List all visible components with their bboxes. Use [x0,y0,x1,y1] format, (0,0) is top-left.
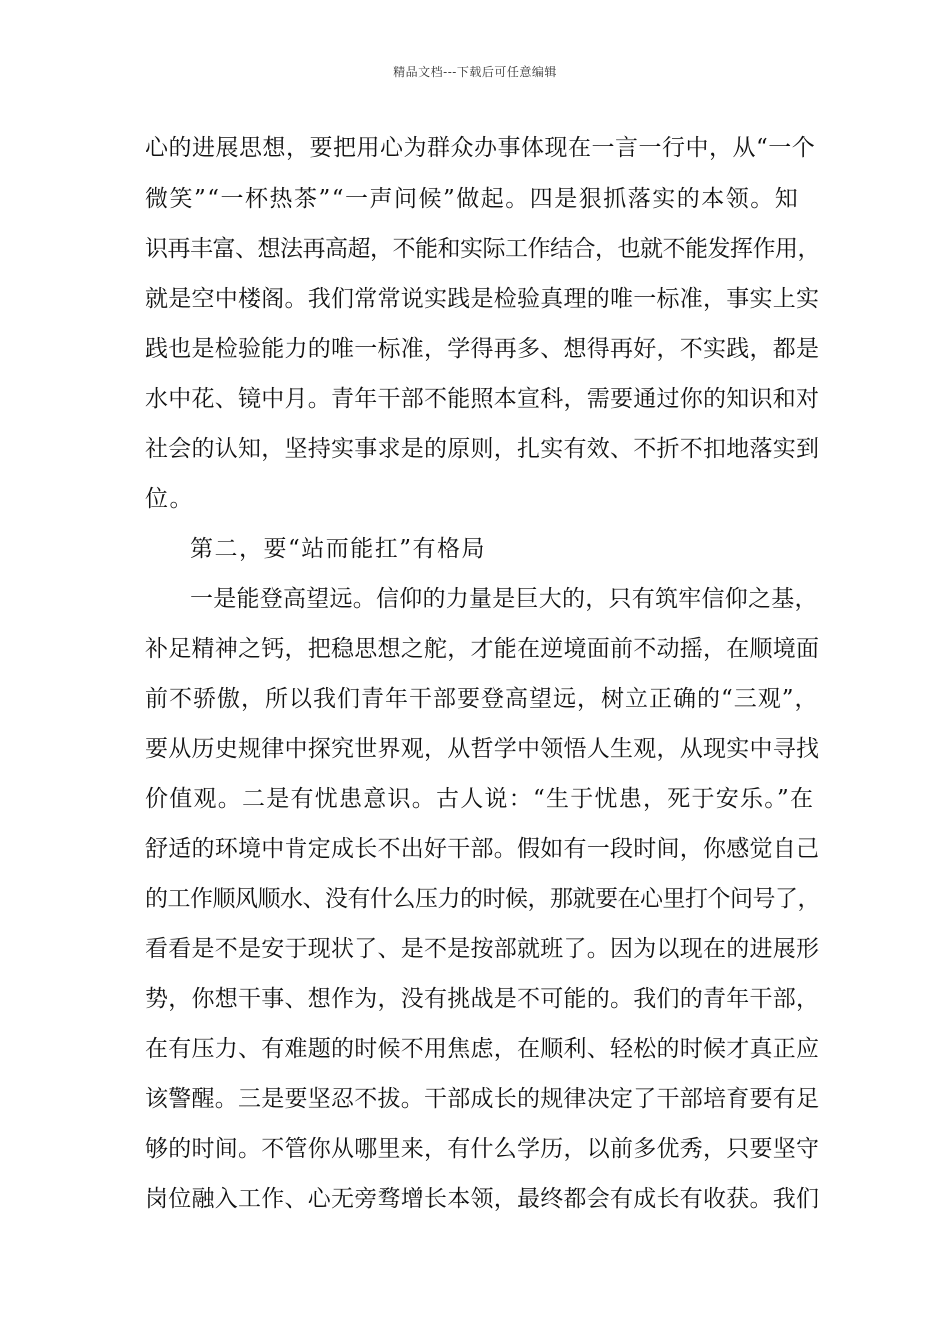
body-line: 水中花、镜中月。青年干部不能照本宣科，需要通过你的知识和对 [145,386,820,412]
body-line: 势，你想干事、想作为，没有挑战是不可能的。我们的青年干部， [145,986,820,1012]
body-line: 践也是检验能力的唯一标准，学得再多、想得再好，不实践，都是 [145,336,820,362]
body-line: 价值观。二是有忧患意识。古人说：“生于忧患，死于安乐。”在 [145,786,815,812]
body-line: 在有压力、有难题的时候不用焦虑，在顺利、轻松的时候才真正应 [145,1036,820,1062]
body-line: 微笑”“一杯热茶”“一声问候”做起。四是狠抓落实的本领。知 [145,186,800,212]
body-line: 该警醒。三是要坚忍不拔。干部成长的规律决定了干部培育要有足 [145,1086,820,1112]
body-line: 舒适的环境中肯定成长不出好干部。假如有一段时间，你感觉自己 [145,836,820,862]
body-line: 一是能登高望远。信仰的力量是巨大的，只有筑牢信仰之基， [190,586,818,612]
body-line: 岗位融入工作、心无旁骛增长本领，最终都会有成长有收获。我们 [145,1186,820,1212]
body-line: 社会的认知，坚持实事求是的原则，扎实有效、不折不扣地落实到 [145,436,820,462]
page-header: 精品文档---下载后可任意编辑 [393,65,557,79]
body-line: 心的进展思想，要把用心为群众办事体现在一言一行中，从“一个 [145,135,816,161]
body-line: 识再丰富、想法再高超，不能和实际工作结合，也就不能发挥作用， [145,236,820,262]
section-heading: 第二，要“站而能扛”有格局 [190,536,487,562]
body-line: 就是空中楼阁。我们常常说实践是检验真理的唯一标准，事实上实 [145,286,820,312]
body-line: 补足精神之钙，把稳思想之舵，才能在逆境面前不动摇，在顺境面 [145,636,820,662]
body-line: 够的时间。不管你从哪里来，有什么学历，以前多优秀，只要坚守 [145,1136,820,1162]
body-line: 看看是不是安于现状了、是不是按部就班了。因为以现在的进展形 [145,936,820,962]
body-line: 前不骄傲，所以我们青年干部要登高望远，树立正确的“三观”， [145,686,819,712]
body-line: 的工作顺风顺水、没有什么压力的时候，那就要在心里打个问号了， [145,886,820,912]
body-line: 位。 [145,486,194,512]
body-line: 要从历史规律中探究世界观，从哲学中领悟人生观，从现实中寻找 [145,736,820,762]
